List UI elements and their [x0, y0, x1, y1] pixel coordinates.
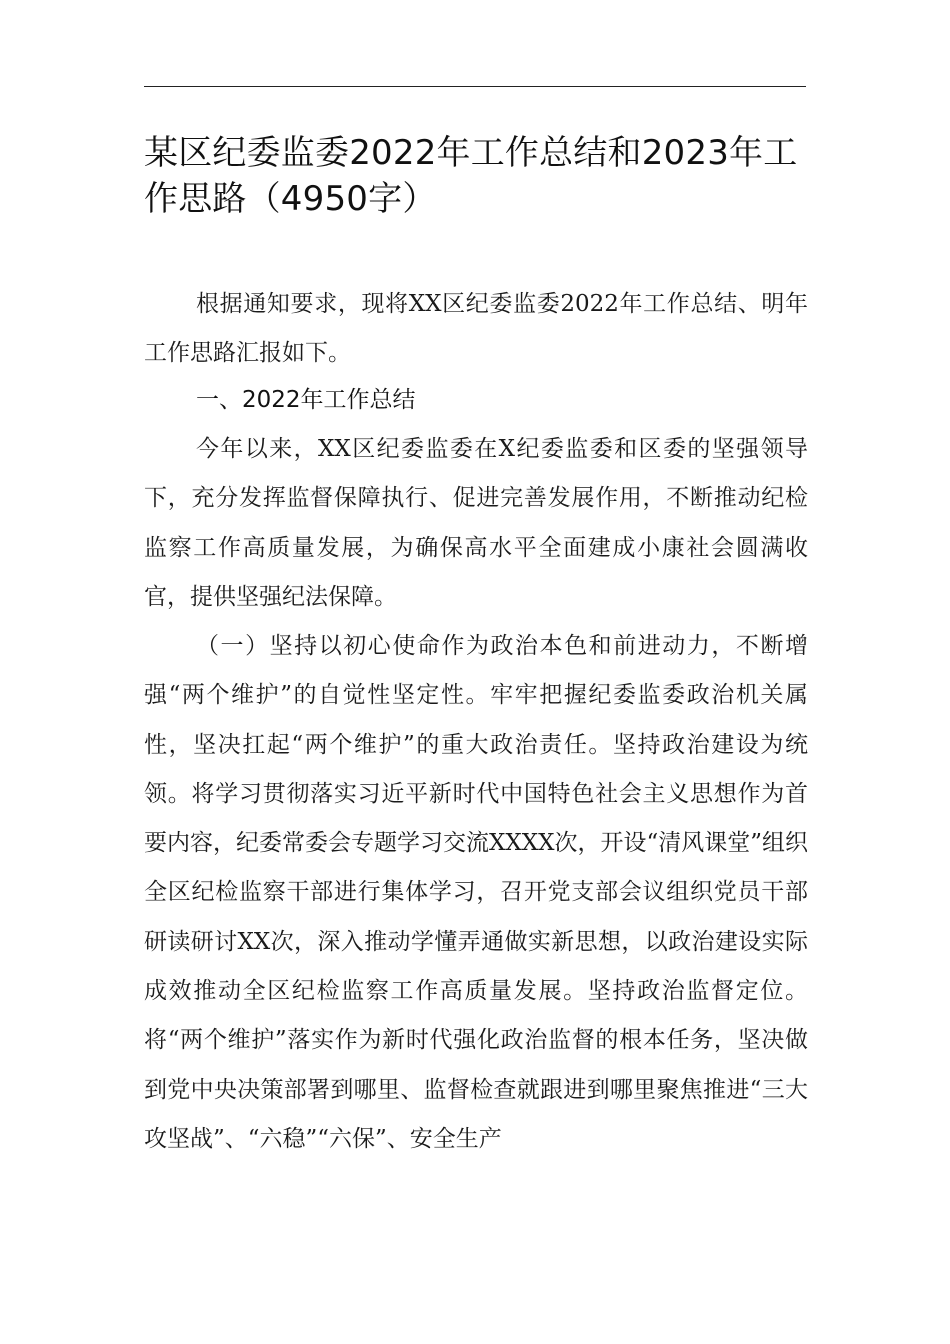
- section-heading: 一、2022年工作总结: [196, 387, 416, 413]
- document-title: 某区纪委监委2022年工作总结和2023年工作思路（4950字）: [144, 133, 798, 219]
- item-one-paragraph: （一）坚持以初心使命作为政治本色和前进动力，不断增强“两个维护”的自觉性坚定性。牢牢把握纪委监委政治机关属性，坚决扛起“两个维护”的重大政治责任。坚持政治建设为统领。将学习贯彻落实习近平新时代中国特色社会主义思想作为首要内容，纪委常委会专题学习交流XXXX次，开设“清风课堂”组织全区纪检监察干部进行集体学习，召开党支部会议组织党员干部研读研讨XX次，深入推动学懂弄通做实新思想，以政治建设实际成效推动全区纪检监察工作高质量发展。坚持政治监督定位。将“两个维护”落实作为新时代强化政治监督的根本任务，坚决做到党中央决策部署到哪里、监督检查就跟进到哪里聚焦推进“三大攻坚战”、“六稳”“六保”、安全生产: [144, 633, 809, 1152]
- header-rule: [144, 86, 806, 87]
- overview-paragraph: 今年以来，XX区纪委监委在X纪委监委和区委的坚强领导下，充分发挥监督保障执行、促进完善发展作用，不断推动纪检监察工作高质量发展，为确保高水平全面建成小康社会圆满收官，提供坚强纪法保障。: [144, 436, 808, 610]
- intro-paragraph: 根据通知要求，现将XX区纪委监委2022年工作总结、明年工作思路汇报如下。: [144, 291, 808, 367]
